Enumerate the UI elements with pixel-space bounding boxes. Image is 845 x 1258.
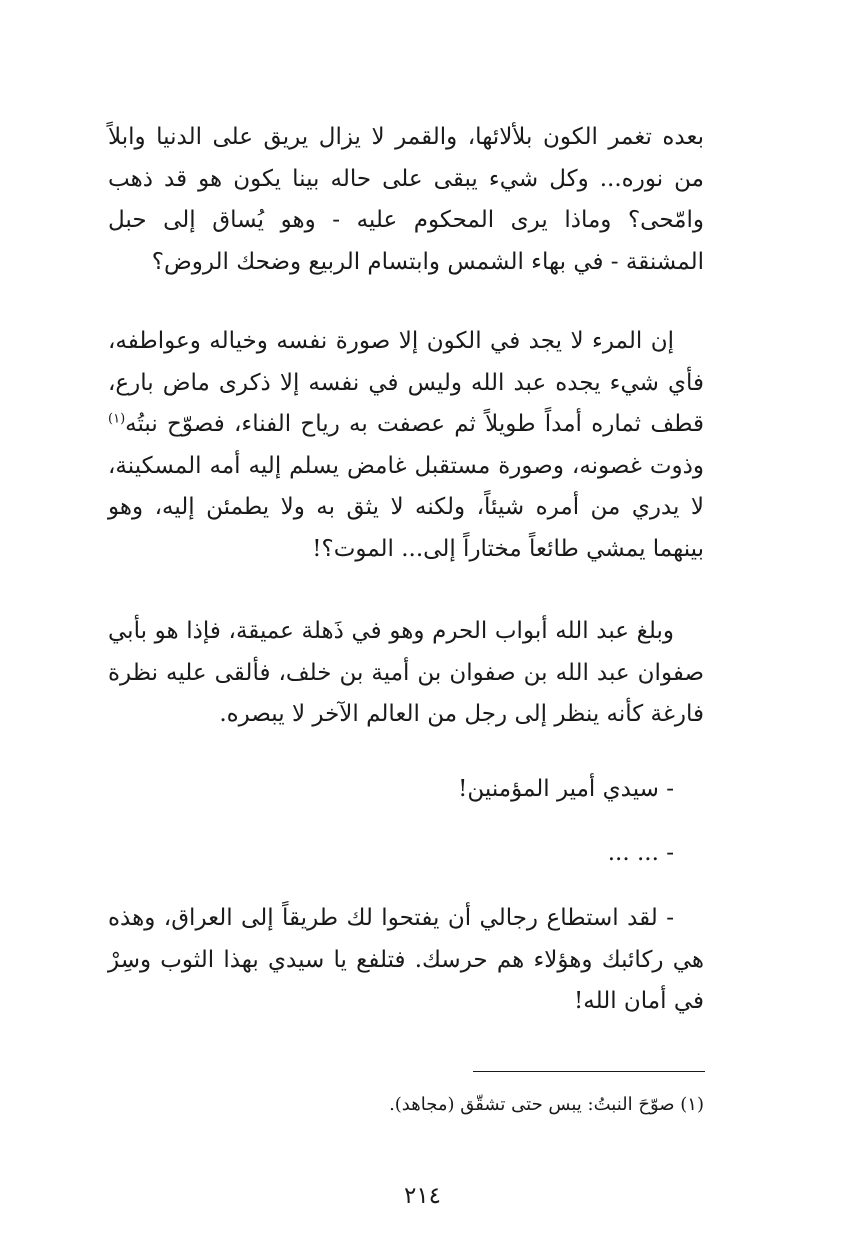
page-number: ٢١٤	[403, 1183, 442, 1209]
footnote: (١) صوّحَ النبتُ: يبس حتى تشقّق (مجاهد).	[389, 1094, 704, 1115]
dialogue-line-3: - لقد استطاع رجالي أن يفتحوا لك طريقاً إلى العراق، وهذه هي ركائبك وهؤلاء هم حرسك. فتلفع يا سيدي بهذا الثوب وسِرْ في أمان الله!	[108, 905, 704, 1014]
footnote-marker: (١)	[108, 411, 126, 427]
dialogue-line-2: - ... ...	[607, 840, 674, 866]
paragraph-2-text-b: وذوت غصونه، وصورة مستقبل غامض يسلم إليه أمه المسكينة، لا يدري من أمره شيئاً، ولكنه لا يثق به ولا يطمئن إليه، وهو بينهما يمشي طائعاً مختاراً إلى... الموت؟!	[108, 452, 704, 562]
footnote-separator	[473, 1071, 705, 1072]
dialogue-line-1: - سيدي أمير المؤمنين!	[458, 776, 674, 802]
paragraph-2-text-a: إن المرء لا يجد في الكون إلا صورة نفسه وخياله وعواطفه، فأي شيء يجده عبد الله وليس في نفسه إلا ذكرى ماض بارع، قطف ثماره أمداً طويلاً ثم عصفت به رياح الفناء، فصوّح نبتُه	[108, 328, 704, 437]
paragraph-2	[108, 321, 704, 570]
paragraph-1: بعده تغمر الكون بلألائها، والقمر لا يزال يريق على الدنيا وابلاً من نوره... وكل شيء يبقى على حاله بينا يكون هو قد ذهب وامّحى؟ وماذا يرى المحكوم عليه - وهو يُساق إلى حبل المشنقة - في بهاء الشمس وابتسام الربيع وضحك الروض؟	[108, 124, 704, 275]
paragraph-3: وبلغ عبد الله أبواب الحرم وهو في ذَهلة عميقة، فإذا هو بأبي صفوان عبد الله بن صفوان بن أمية بن خلف، فألقى عليه نظرة فارغة كأنه ينظر إلى رجل من العالم الآخر لا يبصره.	[108, 618, 704, 727]
